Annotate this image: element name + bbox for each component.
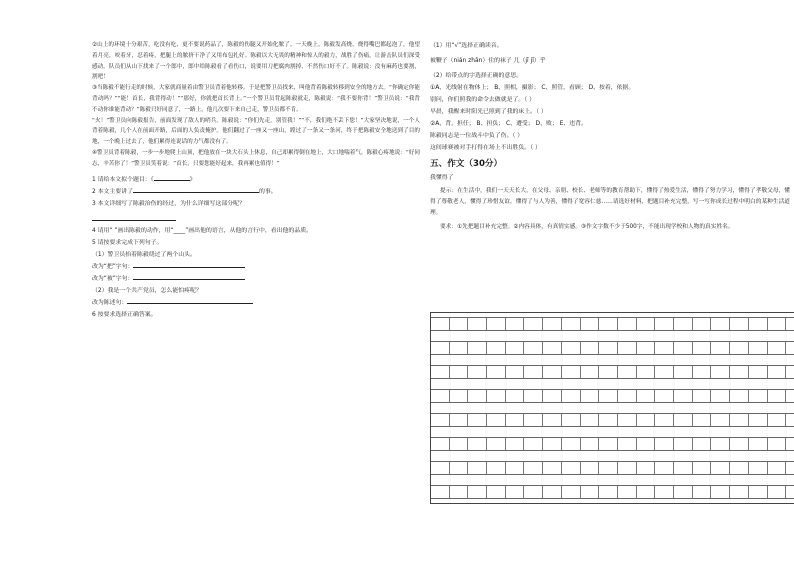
grid-cell[interactable] — [581, 318, 600, 330]
grid-cell[interactable] — [599, 486, 618, 498]
grid-cell[interactable] — [693, 486, 712, 498]
grid-cell[interactable] — [786, 342, 794, 354]
question-5-ba: 改为“把”字句： — [92, 261, 420, 273]
grid-cell[interactable] — [749, 486, 768, 498]
grid-cell[interactable] — [525, 486, 544, 498]
grid-cell[interactable] — [599, 438, 618, 450]
grid-cell[interactable] — [581, 342, 600, 354]
essay-prompt: 提示：在生活中，我们一天天长大，在父母、亲朋、校长、老师等的教育帮助下，懂得了热爱生活，懂得了努力学习，懂得了孝敬父母，懂得了尊敬老人，懂得了珍惜友谊，懂得了与人为善，懂得了宽容仁慈……请选好材料，把题目补充完整，写一写你成长过程中明白的某种生活道理。 — [430, 188, 790, 216]
grid-cell[interactable] — [543, 438, 562, 450]
grid-cell[interactable] — [730, 366, 749, 378]
q2-options-b: ②A、背，担任； B、担负； C、遭受； D、败； E、违背。 — [430, 121, 587, 127]
q2-sentence-a1: 别问，你们照我的命令去做就是了。（ ） — [430, 97, 535, 103]
grid-cell[interactable] — [618, 438, 637, 450]
grid-cell[interactable] — [487, 366, 506, 378]
grid-cell[interactable] — [786, 462, 794, 474]
grid-cell[interactable] — [468, 318, 487, 330]
grid-cell[interactable] — [468, 438, 487, 450]
grid-cell[interactable] — [562, 462, 581, 474]
grid-cell[interactable] — [506, 366, 525, 378]
grid-row[interactable] — [431, 365, 794, 379]
grid-cell[interactable] — [655, 462, 674, 474]
grid-cell[interactable] — [637, 414, 656, 426]
essay-requirements: 要求：①先把题目补充完整。②内容具体，有真情实感。③作文字数不少于500字，不能出现学校和人物的真实姓名。 — [440, 224, 734, 230]
grid-cell[interactable] — [562, 438, 581, 450]
question-5-statement: 改为陈述句： — [92, 297, 420, 309]
grid-cell[interactable] — [712, 366, 731, 378]
grid-cell[interactable] — [749, 390, 768, 402]
essay-title: 我懂得了 — [430, 175, 454, 181]
grid-cell[interactable] — [693, 414, 712, 426]
grid-cell[interactable] — [525, 438, 544, 450]
grid-cell[interactable] — [450, 390, 469, 402]
grid-cell[interactable] — [487, 414, 506, 426]
grid-cell[interactable] — [450, 342, 469, 354]
grid-cell[interactable] — [768, 438, 787, 450]
q2-sentence-a2: 早晨，我醒来时阳光已照到了我的床上。（ ） — [430, 109, 547, 115]
grid-cell[interactable] — [506, 414, 525, 426]
grid-cell[interactable] — [618, 342, 637, 354]
grid-cell[interactable] — [693, 318, 712, 330]
grid-cell[interactable] — [693, 342, 712, 354]
answer-blank-2[interactable] — [133, 186, 259, 193]
essay-writing-grid[interactable] — [430, 312, 794, 504]
answer-blank-1[interactable] — [154, 174, 190, 181]
grid-cell[interactable] — [581, 390, 600, 402]
grid-cell[interactable] — [786, 390, 794, 402]
story-paragraph-4: ④警卫员背着陈毅，一步一步地爬上山顶，把他放在一块大石头上休息，自己却累得倒在地上，大口地喘着气，陈毅心疼地说：“好同志，辛苦你了！”警卫员笑着说：“首长，只要您能好起来，我再累也值得！” — [92, 149, 420, 167]
grid-cell[interactable] — [637, 486, 656, 498]
grid-cell[interactable] — [749, 414, 768, 426]
grid-cell[interactable] — [749, 342, 768, 354]
grid-cell[interactable] — [786, 366, 794, 378]
grid-cell[interactable] — [543, 318, 562, 330]
grid-cell[interactable] — [506, 486, 525, 498]
question-list — [92, 174, 420, 321]
grid-cell[interactable] — [599, 318, 618, 330]
grid-cell[interactable] — [768, 414, 787, 426]
grid-cell[interactable] — [674, 342, 693, 354]
grid-cell[interactable] — [618, 318, 637, 330]
grid-cell[interactable] — [712, 318, 731, 330]
grid-row[interactable] — [431, 437, 794, 451]
grid-cell[interactable] — [674, 438, 693, 450]
grid-cell[interactable] — [525, 366, 544, 378]
q2-options-a: ①A、光线射在物体上； B、照相，摄影； C、照管，看顾； D、按着，依据。 — [430, 85, 635, 91]
grid-cell[interactable] — [730, 318, 749, 330]
grid-row[interactable] — [431, 341, 794, 355]
q1-pinyin-line: 被鞭子（nián zhān）住的袜子 几（jī jǐ）乎 — [430, 58, 546, 64]
grid-cell[interactable] — [655, 390, 674, 402]
grid-cell[interactable] — [525, 318, 544, 330]
grid-cell[interactable] — [674, 366, 693, 378]
grid-cell[interactable] — [786, 414, 794, 426]
grid-cell[interactable] — [487, 390, 506, 402]
question-6: 6 按要求选择正确答案。 — [92, 311, 157, 318]
grid-cell[interactable] — [581, 486, 600, 498]
grid-cell[interactable] — [599, 342, 618, 354]
grid-cell[interactable] — [431, 486, 450, 498]
grid-row[interactable] — [431, 461, 794, 475]
q1-title: （1）用“√”选择正确读音。 — [430, 43, 503, 49]
grid-cell[interactable] — [431, 390, 450, 402]
grid-cell[interactable] — [655, 366, 674, 378]
grid-cell[interactable] — [581, 462, 600, 474]
grid-cell[interactable] — [618, 414, 637, 426]
q2-title: （2）给带点的字选择正确的意思。 — [430, 73, 523, 79]
grid-cell[interactable] — [562, 366, 581, 378]
grid-cell[interactable] — [768, 366, 787, 378]
grid-cell[interactable] — [730, 486, 749, 498]
grid-cell[interactable] — [431, 462, 450, 474]
grid-cell[interactable] — [525, 342, 544, 354]
grid-cell[interactable] — [749, 318, 768, 330]
grid-cell[interactable] — [655, 342, 674, 354]
question-3: 3 本文详细写了陈毅治伤的经过，为什么详细写这部分呢？ — [92, 200, 245, 207]
grid-cell[interactable] — [450, 486, 469, 498]
grid-cell[interactable] — [674, 318, 693, 330]
grid-cell[interactable] — [562, 486, 581, 498]
grid-cell[interactable] — [730, 438, 749, 450]
grid-cell[interactable] — [637, 318, 656, 330]
grid-cell[interactable] — [506, 342, 525, 354]
grid-cell[interactable] — [543, 342, 562, 354]
grid-cell[interactable] — [674, 390, 693, 402]
grid-cell[interactable] — [543, 414, 562, 426]
grid-cell[interactable] — [468, 462, 487, 474]
grid-cell[interactable] — [487, 462, 506, 474]
grid-cell[interactable] — [749, 438, 768, 450]
grid-cell[interactable] — [637, 438, 656, 450]
left-column — [92, 40, 420, 321]
question-5-2: （2）我是一个共产党员，怎么能怕疼呢？ — [92, 287, 202, 294]
grid-cell[interactable] — [562, 414, 581, 426]
grid-cell[interactable] — [693, 390, 712, 402]
story-paragraph-3b: “火！”警卫员向陈毅报告，前面发现了敌人的哨兵。陈毅说：“你们先走，别管我！”“不，我们绝不丢下您！”大家坚决地说，一个人背着陈毅，几个人在前面开路，后面的人负责掩护。他们翻过了一座又一座山，蹚过了一条又一条河，终于把陈毅安全地送到了目的地，一个晚上过去了，他们累得连说话的力气都没有了。 — [92, 117, 420, 146]
grid-cell[interactable] — [730, 342, 749, 354]
grid-row[interactable] — [431, 413, 794, 427]
grid-cell[interactable] — [637, 366, 656, 378]
grid-cell[interactable] — [712, 414, 731, 426]
grid-cell[interactable] — [506, 318, 525, 330]
grid-cell[interactable] — [450, 438, 469, 450]
grid-cell[interactable] — [712, 342, 731, 354]
grid-cell[interactable] — [655, 414, 674, 426]
grid-cell[interactable] — [637, 342, 656, 354]
question-5: 5 请按要求完成下列句子。 — [92, 239, 163, 246]
q2-sentence-b2: 这间球赛被对手打得在场上不出胜负。（ ） — [430, 145, 541, 151]
grid-cell[interactable] — [525, 462, 544, 474]
grid-cell[interactable] — [431, 414, 450, 426]
grid-cell[interactable] — [768, 462, 787, 474]
grid-cell[interactable] — [786, 318, 794, 330]
grid-cell[interactable] — [599, 414, 618, 426]
q2-sentence-b1: 陈毅同志是一位战斗中负了伤。（ ） — [430, 133, 524, 139]
grid-cell[interactable] — [581, 414, 600, 426]
grid-cell[interactable] — [487, 486, 506, 498]
grid-cell[interactable] — [768, 318, 787, 330]
grid-cell[interactable] — [562, 342, 581, 354]
grid-cell[interactable] — [543, 486, 562, 498]
grid-row[interactable] — [431, 485, 794, 499]
right-column — [430, 40, 794, 233]
story-paragraph-2: ②山上的环境十分艰苦，吃没有吃，更不要说药品了，陈毅的伤腿又开始化脓了。一天晚上，陈毅发高烧，烧得嘴巴都起泡了，他望着月亮，咬着牙，忍着疼，把腿上的脓挤干净了又用布包扎好。陈毅以大无畏的精神和惊人的毅力，战胜了伤痛，让游击队员们深受感动。队员们从山下找来了一个郎中，郎中给陈毅看了看伤口，说要用刀把腐肉割掉，不然伤口好不了。陈毅说：没有麻药也要割，割吧！ — [92, 42, 420, 81]
grid-cell[interactable] — [712, 486, 731, 498]
grid-cell[interactable] — [749, 366, 768, 378]
grid-cell[interactable] — [599, 390, 618, 402]
grid-cell[interactable] — [768, 342, 787, 354]
grid-cell[interactable] — [468, 414, 487, 426]
grid-cell[interactable] — [487, 318, 506, 330]
grid-cell[interactable] — [637, 390, 656, 402]
grid-cell[interactable] — [506, 390, 525, 402]
grid-cell[interactable] — [450, 414, 469, 426]
grid-cell[interactable] — [674, 414, 693, 426]
grid-cell[interactable] — [637, 462, 656, 474]
grid-row[interactable] — [431, 317, 794, 331]
grid-cell[interactable] — [506, 438, 525, 450]
grid-cell[interactable] — [581, 438, 600, 450]
grid-cell[interactable] — [543, 462, 562, 474]
grid-cell[interactable] — [468, 342, 487, 354]
grid-cell[interactable] — [487, 342, 506, 354]
grid-cell[interactable] — [768, 486, 787, 498]
question-1: 1 请给本文拟个题目：《 》 — [92, 174, 420, 186]
grid-cell[interactable] — [562, 390, 581, 402]
answer-blank-statement[interactable] — [127, 297, 253, 304]
grid-row[interactable] — [431, 389, 794, 403]
grid-cell[interactable] — [618, 486, 637, 498]
grid-cell[interactable] — [674, 486, 693, 498]
grid-cell[interactable] — [599, 366, 618, 378]
grid-cell[interactable] — [674, 462, 693, 474]
grid-cell[interactable] — [730, 390, 749, 402]
question-5-bei: 改为“被”字句： — [92, 273, 420, 285]
grid-cell[interactable] — [618, 366, 637, 378]
grid-cell[interactable] — [730, 414, 749, 426]
grid-cell[interactable] — [431, 438, 450, 450]
grid-cell[interactable] — [655, 438, 674, 450]
answer-blank-3[interactable] — [92, 214, 176, 221]
grid-cell[interactable] — [450, 366, 469, 378]
question-4: 4 请用“ ”画出陈毅的动作，用“____”画出他的语言，从他的言行中，看出他的品质。 — [92, 227, 312, 234]
grid-cell[interactable] — [525, 414, 544, 426]
grid-cell[interactable] — [487, 438, 506, 450]
grid-cell[interactable] — [712, 438, 731, 450]
grid-cell[interactable] — [525, 390, 544, 402]
grid-cell[interactable] — [712, 462, 731, 474]
grid-cell[interactable] — [693, 366, 712, 378]
grid-cell[interactable] — [431, 366, 450, 378]
grid-cell[interactable] — [655, 318, 674, 330]
grid-cell[interactable] — [768, 390, 787, 402]
grid-cell[interactable] — [749, 462, 768, 474]
grid-cell[interactable] — [655, 486, 674, 498]
grid-cell[interactable] — [506, 462, 525, 474]
grid-cell[interactable] — [468, 366, 487, 378]
grid-cell[interactable] — [730, 462, 749, 474]
grid-cell[interactable] — [581, 366, 600, 378]
grid-cell[interactable] — [431, 318, 450, 330]
grid-cell[interactable] — [618, 462, 637, 474]
grid-cell[interactable] — [543, 390, 562, 402]
grid-cell[interactable] — [618, 390, 637, 402]
story-paragraph-3: ③当陈毅不能行走的时候，大家就商量着由警卫员背着他转移。于是把警卫员找来，叫他背着陈毅转移到安全的地方去。“你确定你能背动吗？”“能！首长，我背得动！”“那好，你就把首长背上。”一个警卫员背起陈毅就走，陈毅说：“我不要你背！”警卫员说：“我背不动你谁能背动？”陈毅只好同意了，一路上，他几次要下来自己走，警卫员都不肯。 — [92, 85, 420, 113]
grid-cell[interactable] — [450, 318, 469, 330]
grid-cell[interactable] — [431, 342, 450, 354]
grid-cell[interactable] — [786, 486, 794, 498]
grid-cell[interactable] — [562, 318, 581, 330]
answer-blank-ba[interactable] — [133, 261, 245, 268]
grid-cell[interactable] — [468, 486, 487, 498]
section-title-essay: 五、作文（30分） — [430, 159, 503, 169]
question-2: 2 本文主要讲了 的事。 — [92, 186, 420, 198]
grid-cell[interactable] — [712, 390, 731, 402]
grid-cell[interactable] — [599, 462, 618, 474]
grid-cell[interactable] — [693, 462, 712, 474]
grid-cell[interactable] — [693, 438, 712, 450]
grid-cell[interactable] — [450, 462, 469, 474]
answer-blank-bei[interactable] — [133, 273, 245, 280]
question-5-1: （1）警卫员抬着陈毅绕过了两个山头。 — [92, 251, 196, 258]
grid-cell[interactable] — [468, 390, 487, 402]
grid-cell[interactable] — [786, 438, 794, 450]
grid-cell[interactable] — [543, 366, 562, 378]
